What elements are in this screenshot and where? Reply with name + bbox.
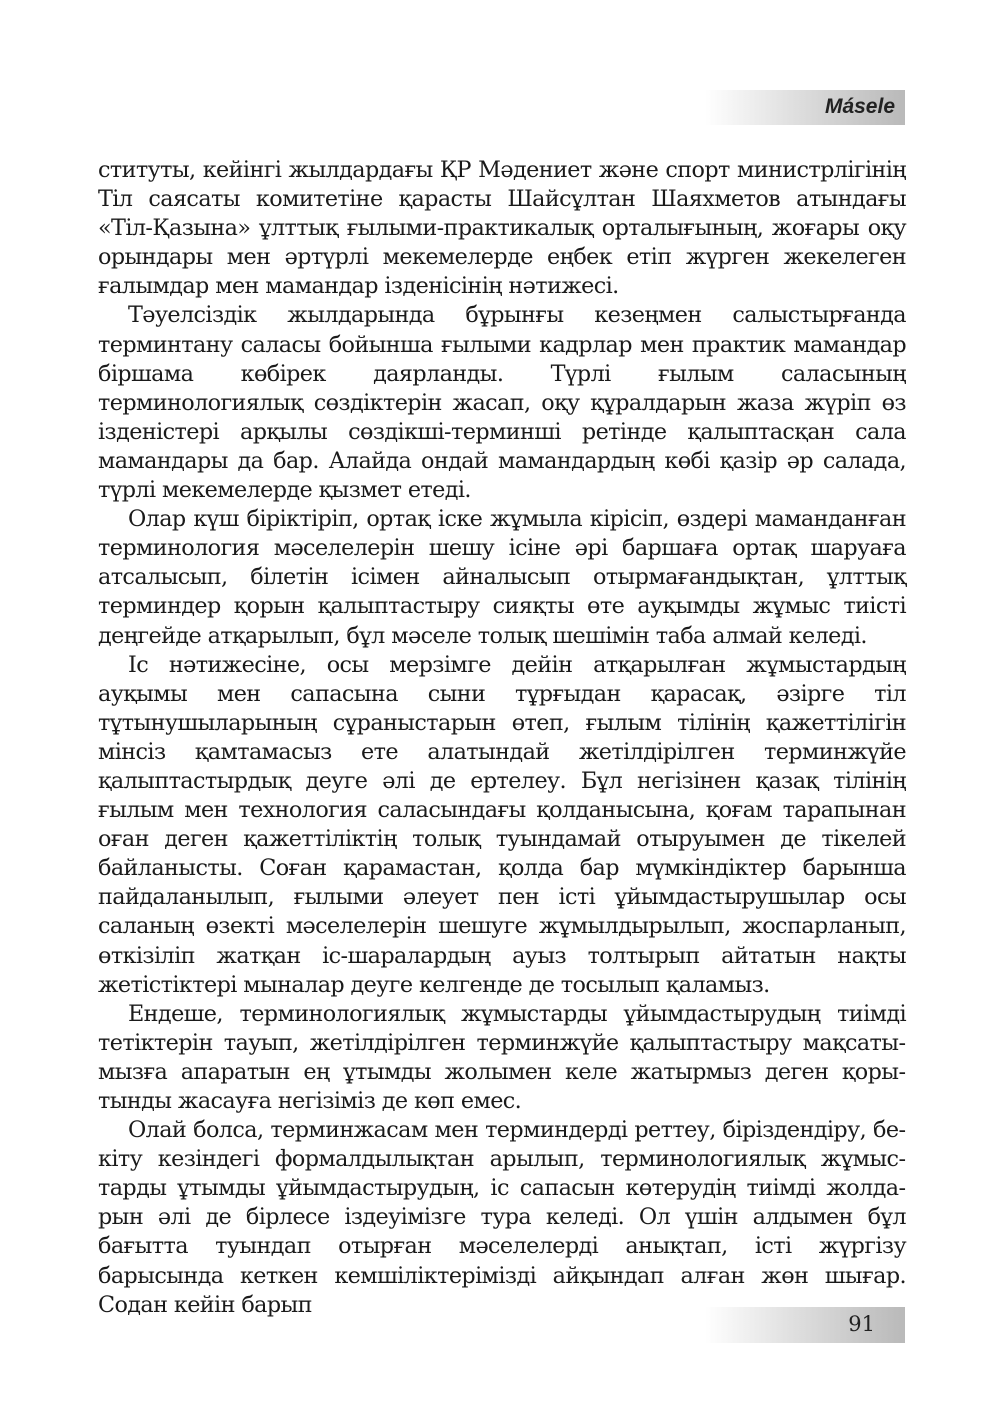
page-body [98, 156, 906, 1320]
paragraph: Олай болса, терминжасам мен терминдерді реттеу, біріздендіру, бекіту кезіндегі формалдылықтан арылып, терминологиялық жұмыстарды ұтымды ұйымдастырудың, іс сапасын көтерудің тиімді жолдарын әлі де бірлесе іздеуімізге тура келеді. Ол үшін алдымен бұл бағытта туындап отырған мәселелерді анықтап, істі жүргізу барысында кеткен кемшіліктерімізді айқындап алған жөн шығар. Содан кейін барып [98, 1117, 906, 1318]
paragraph: Іс нәтижесіне, осы мерзімге дейін атқарылған жұмыстардың ауқымы мен сапасына сыни тұрғыдан қарасақ, әзірге тіл тұтынушыларының сұраныстарын өтеп, ғылым тілінің қажеттілігін мінсіз қамтамасыз ете алатындай жетілдірілген терминжүйе қалыптастырдық деуге әлі де ертелеу. Бұл негізінен қазақ тілінің ғылым мен технология саласындағы қолданысына, қоғам тарапынан оған деген қажеттіліктің толық туындамай отыруымен де тікелей байланысты. Соған қарамастан, қолда бар мүмкіндіктер барынша пайдаланылып, ғылыми әлеует пен істі ұйымдастырушылар осы саланың өзекті мәселелерін шешуге жұмылдырылып, жоспарланып, өткізіліп жатқан іс-шаралардың ауыз толтырып айтатын нақты жетістіктері мыналар деуге келгенде де тосылып қаламыз. [98, 651, 906, 998]
paragraph: Олар күш біріктіріп, ортақ іске жұмыла кірісіп, өздері маманданған терминология мәселелерін шешу ісіне әрі баршаға ортақ шаруаға атсалысып, білетін ісімен айналысып отырмағандықтан, ұлттық терминдер қорын қалыптастыру сияқты өте ауқымды жұмыс тиісті деңгейде атқарылып, бұл мәселе толық шешімін таба алмай келеді. [98, 506, 906, 649]
section-title: Másele [824, 95, 895, 118]
paragraph: Ендеше, терминологиялық жұмыстарды ұйымдастырудың тиімді тетіктерін тауып, жетілдірілген терминжүйе қалыптастыру мақсатымызға апаратын ең ұтымды жолымен келе жатырмыз деген қорытынды жасауға негізіміз де көп емес. [98, 1000, 906, 1114]
paragraph-continued: ституты, кейінгі жылдардағы ҚР Мәдениет және спорт министрлігінің Тіл саясаты комитетіне қарасты Шайсұлтан Шаяхметов атындағы «Тіл-Қазына» ұлттық ғылыми-практикалық орталығының, жоғары оқу орындары мен әртүрлі мекемелерде еңбек етіп жүрген жекелеген ғалымдар мен мамандар ізденісінің нәтижесі. [98, 157, 906, 300]
running-header [705, 90, 905, 125]
page-number: 91 [848, 1312, 875, 1336]
paragraph: Тәуелсіздік жылдарында бұрынғы кезеңмен салыстырғанда терминтану саласы бойынша ғылыми кадрлар мен практик мамандар біршама көбірек даярланды. Түрлі ғылым саласының терминологиялық сөздіктерін жасап, оқу құралдарын жаза жүріп өз ізденістері арқылы сөздікші-терминші ретінде қалыптасқан сала мамандары да бар. Алайда ондай мамандардың көбі қазір әр салада, түрлі мекемелерде қызмет етеді. [98, 302, 906, 504]
page-footer [705, 1307, 905, 1343]
